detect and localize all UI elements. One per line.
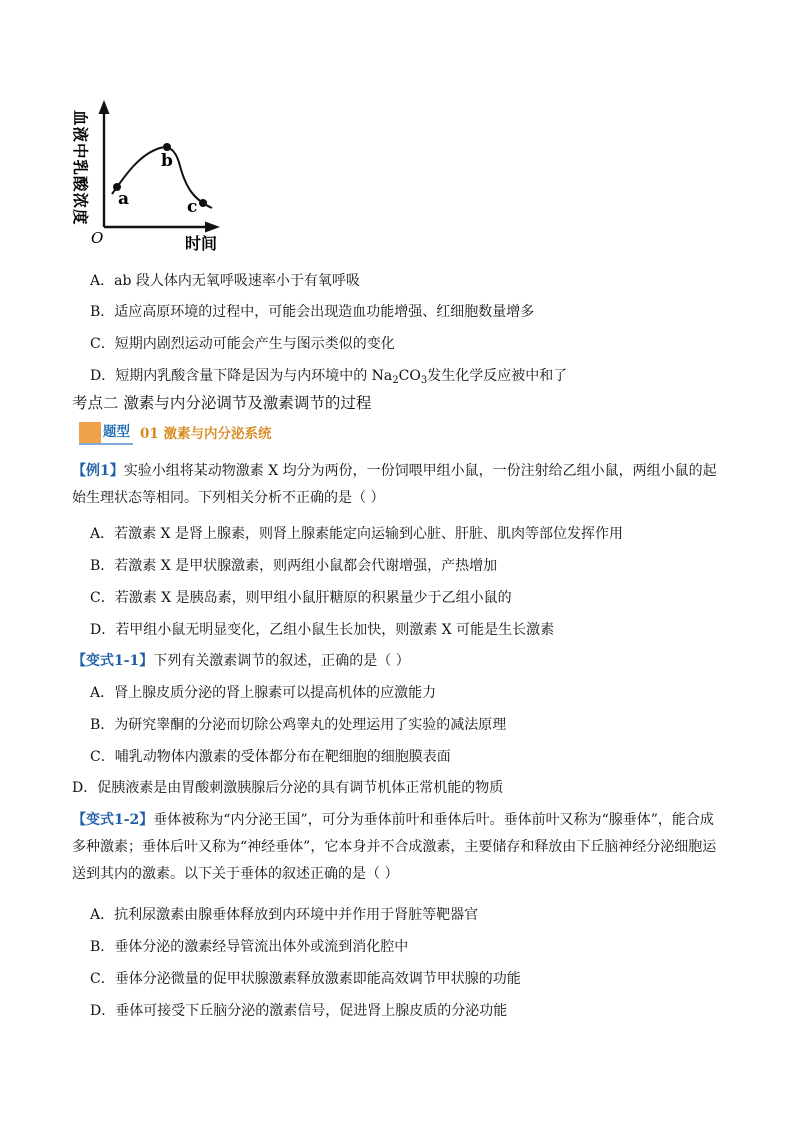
variant-1-2-option-a: A．抗利尿激素由腺垂体释放到内环境中并作用于肾脏等靶器官 <box>90 907 479 923</box>
example-1-option-a: A．若激素 X 是肾上腺素，则肾上腺素能定向运输到心脏、肝脏、肌肉等部位发挥作用 <box>90 526 623 542</box>
lactate-graph <box>60 92 230 257</box>
prev-option-b: B．适应高原环境的过程中，可能会出现造血功能增强、红细胞数量增多 <box>90 304 535 320</box>
example-1-tag: 【例1】 <box>72 463 124 479</box>
section-title: 考点二 激素与内分泌调节及激素调节的过程 <box>72 394 372 412</box>
prev-option-d-post: 发生化学反应被中和了 <box>427 368 568 384</box>
point-c-dot <box>199 199 207 207</box>
example-1-option-d: D．若甲组小鼠无明显变化，乙组小鼠生长加快，则激素 X 可能是生长激素 <box>90 622 555 638</box>
variant-1-1-option-c: C．哺乳动物体内激素的受体都分布在靶细胞的细胞膜表面 <box>90 749 451 765</box>
prev-option-d-sub1: 2 <box>392 375 399 386</box>
y-axis-arrow <box>99 100 110 114</box>
point-b-dot <box>163 143 171 151</box>
variant-1-1-option-b: B．为研究睾酮的分泌而切除公鸡睾丸的处理运用了实验的减法原理 <box>90 717 507 733</box>
x-axis-arrow <box>205 222 220 233</box>
prev-option-d-mid: CO <box>398 368 421 384</box>
badge-label: 题型 <box>103 424 130 440</box>
prev-option-a: A．ab 段人体内无氧呼吸速率小于有氧呼吸 <box>90 273 360 289</box>
variant-1-2-option-b: B．垂体分泌的激素经导管流出体外或流到消化腔中 <box>90 939 409 955</box>
variant-1-2-option-d: D．垂体可接受下丘脑分泌的激素信号，促进肾上腺皮质的分泌功能 <box>90 1003 508 1019</box>
prev-option-c: C．短期内剧烈运动可能会产生与图示类似的变化 <box>90 336 395 352</box>
example-1-text: 实验小组将某动物激素 X 均分为两份，一份饲喂甲组小鼠，一份注射给乙组小鼠，两组小鼠的起始生理状态等相同。下列相关分析不正确的是（ ） <box>72 463 717 506</box>
example-1-option-c: C．若激素 X 是胰岛素，则甲组小鼠肝糖原的积累量少于乙组小鼠的 <box>90 590 512 606</box>
y-axis-label: 血液中乳酸浓度 <box>71 110 89 226</box>
point-b-label: b <box>161 151 173 171</box>
variant-1-2-option-c: C．垂体分泌微量的促甲状腺激素释放激素即能高效调节甲状腺的功能 <box>90 971 521 987</box>
variant-1-1-option-a: A．肾上腺皮质分泌的肾上腺素可以提高机体的应激能力 <box>90 685 437 701</box>
variant-1-1-stem <box>72 651 410 671</box>
badge-subtitle: 01 激素与内分泌系统 <box>140 426 272 442</box>
variant-1-2-tag: 【变式1-2】 <box>72 812 154 828</box>
example-1-stem <box>72 458 722 512</box>
prev-option-d <box>90 366 567 386</box>
point-c-label: c <box>187 197 198 217</box>
origin-label: O <box>91 229 104 247</box>
badge-square <box>79 422 101 443</box>
variant-1-1-text: 下列有关激素调节的叙述，正确的是（ ） <box>153 653 410 669</box>
badge-underline <box>79 443 133 445</box>
variant-1-2-text: 垂体被称为“内分泌王国”，可分为垂体前叶和垂体后叶。垂体前叶又称为“腺垂体”，能合成多种激素；垂体后叶又称为“神经垂体”，它本身并不合成激素，主要储存和释放由下丘脑神经分泌细胞运送到其内的激素。以下关于垂体的叙述正确的是（ ） <box>72 812 717 882</box>
prev-option-d-sub2: 3 <box>420 375 428 386</box>
x-axis-label: 时间 <box>185 234 218 253</box>
variant-1-2-stem <box>72 807 722 888</box>
variant-1-1-tag: 【变式1-1】 <box>72 653 154 669</box>
variant-1-1-option-d: D．促胰液素是由胃酸刺激胰腺后分泌的具有调节机体正常机能的物质 <box>72 780 504 796</box>
point-a-label: a <box>118 189 130 209</box>
example-1-option-b: B．若激素 X 是甲状腺激素，则两组小鼠都会代谢增强，产热增加 <box>90 558 498 574</box>
prev-option-d-pre: D．短期内乳酸含量下降是因为与内环境中的 Na <box>90 368 393 384</box>
